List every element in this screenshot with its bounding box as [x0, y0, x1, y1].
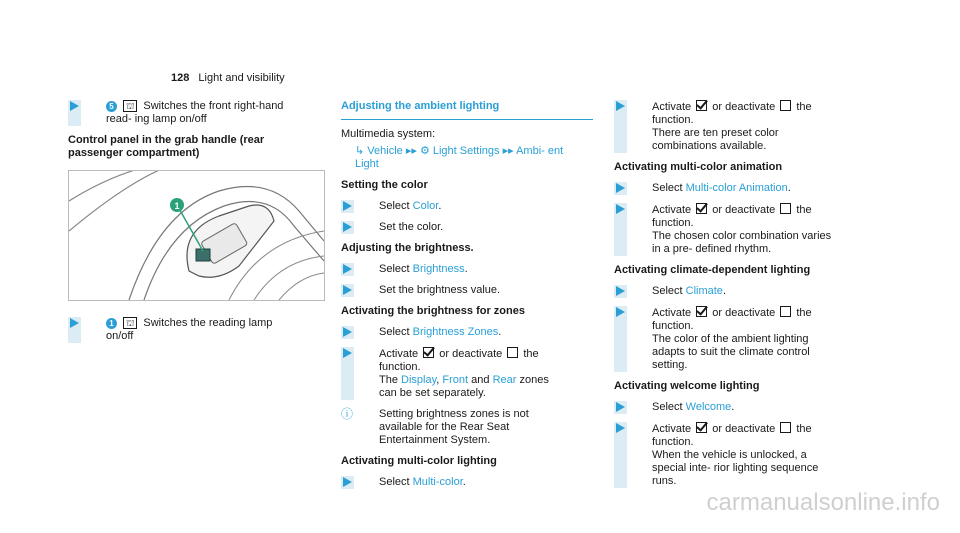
checked-box-icon — [696, 203, 707, 214]
arrow-icon — [70, 101, 79, 111]
checked-box-icon — [696, 422, 707, 433]
section-title: Adjusting the ambient lighting — [341, 100, 593, 120]
step-text: Switches the front right-hand read- ing lamp on/off — [106, 100, 284, 125]
figure-callout-number: 1 — [174, 201, 180, 211]
arrow-icon — [616, 402, 625, 412]
double-arrow-icon: ▸▸ — [502, 145, 514, 157]
column-2: Adjusting the ambient lighting Multimedia system: ↳ Vehicle ▸▸ ⚙ Light Settings ▸▸ Ambi- ent Light Setting the color Select Color. Set the color. Adjusting the brightness. Select Brightness. Set the brightness value. Activating the brightness for zones Select Brightness Zones. Activate or deactivate the function. The Display, Front and Rear zones can be set separately. ⓘ Setting brightness zones is not available for the Rear Seat Entertainment System. Activating multi-color lighting Select Multi-color. — [341, 100, 566, 497]
column-3: Activate or deactivate the function. There are ten preset color combinations available. Activating multi-color animation Select Multi-color Animation. Activate or deactivate the function. The chosen color combination varies in a pre- defined rhythm. Activating climate-dependent lighting Select Climate. Activate or deactivate the function. The color of the ambient lighting adapts to suit the climate control setting. Activating welcome lighting Select Welcome. Activate or deactivate the function. When the vehicle is unlocked, a special inte- rior lighting sequence runs. — [614, 100, 839, 496]
arrow-icon — [343, 285, 352, 295]
zone-display: Display — [401, 374, 437, 386]
subheading-multicolor: Activating multi-color lighting — [341, 455, 497, 467]
info-icon: ⓘ — [341, 407, 354, 421]
arrow-icon — [343, 222, 352, 232]
column-1 — [68, 100, 293, 351]
info-note: ⓘ Setting brightness zones is not available for the Rear Seat Entertainment System. — [341, 407, 529, 446]
arrow-icon — [343, 327, 352, 337]
arrow-icon — [616, 101, 625, 111]
arrow-icon — [616, 183, 625, 193]
menu-path — [341, 145, 566, 171]
reading-lamp-icon: ⛫ — [123, 100, 137, 112]
page-number: 128 — [171, 72, 190, 84]
checked-box-icon — [696, 100, 707, 111]
grab-handle-illustration — [69, 171, 324, 300]
unchecked-box-icon — [507, 347, 518, 358]
option-brightness-zones: Brightness Zones — [412, 326, 499, 338]
path-vehicle: Vehicle — [367, 145, 403, 157]
subheading-color: Setting the color — [341, 179, 428, 191]
step-text: Switches the reading lamp on/off — [106, 317, 273, 342]
callout-badge: 5 — [106, 101, 117, 112]
arrow-icon — [616, 423, 625, 433]
arrow-icon — [616, 286, 625, 296]
arrow-icon — [616, 307, 625, 317]
zone-rear: Rear — [492, 374, 517, 386]
subheading-welcome: Activating welcome lighting — [614, 380, 760, 392]
callout-badge: 1 — [106, 318, 117, 329]
option-climate: Climate — [685, 285, 723, 297]
arrow-icon — [616, 204, 625, 214]
multimedia-label: Multimedia system: — [341, 128, 436, 140]
subheading-zones: Activating the brightness for zones — [341, 305, 525, 317]
arrow-icon — [343, 201, 352, 211]
section-heading: Control panel in the grab handle (rear passenger compartment) — [68, 134, 265, 159]
unchecked-box-icon — [780, 203, 791, 214]
option-color: Color — [412, 200, 439, 212]
double-arrow-icon: ▸▸ — [405, 145, 417, 157]
arrow-icon — [343, 348, 352, 358]
step-front-reading-lamp — [68, 100, 293, 126]
unchecked-box-icon — [780, 100, 791, 111]
subheading-climate: Activating climate-dependent lighting — [614, 264, 811, 276]
path-light-settings: Light Settings — [432, 145, 500, 157]
light-settings-icon: ⚙ — [419, 145, 430, 157]
option-brightness: Brightness — [412, 263, 465, 275]
watermark: carmanualsonline.info — [706, 489, 940, 516]
option-multicolor: Multi-color — [412, 476, 463, 488]
zone-front: Front — [442, 374, 469, 386]
checked-box-icon — [696, 306, 707, 317]
page-header — [171, 72, 285, 84]
arrow-icon — [70, 318, 79, 328]
step-reading-lamp — [68, 317, 293, 343]
path-arrow-icon: ↳ — [355, 145, 365, 157]
path-ambient-light: Ambi- ent Light — [355, 145, 564, 170]
option-welcome: Welcome — [685, 401, 732, 413]
reading-lamp-icon: ⛫ — [123, 317, 137, 329]
chapter-title: Light and visibility — [198, 72, 285, 84]
arrow-icon — [343, 477, 352, 487]
unchecked-box-icon — [780, 422, 791, 433]
arrow-icon — [343, 264, 352, 274]
checked-box-icon — [423, 347, 434, 358]
subheading-brightness: Adjusting the brightness. — [341, 242, 474, 254]
option-multicolor-animation: Multi-color Animation — [685, 182, 788, 194]
unchecked-box-icon — [780, 306, 791, 317]
grab-handle-figure — [68, 170, 325, 301]
subheading-multi-anim: Activating multi-color animation — [614, 161, 783, 173]
